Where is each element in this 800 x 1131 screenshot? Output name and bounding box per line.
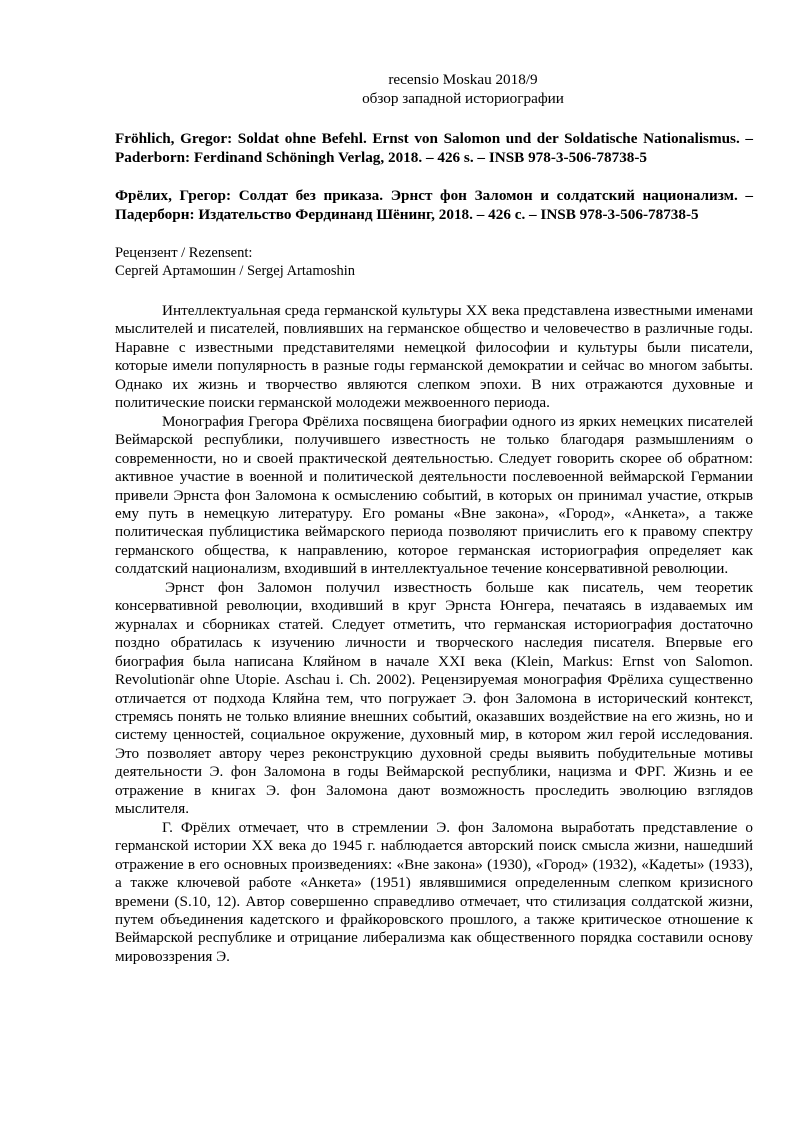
reviewer-name: Сергей Артамошин / Sergej Artamoshin xyxy=(115,263,356,279)
book-title-german: Fröhlich, Gregor: Soldat ohne Befehl. Ernst von Salomon und der Soldatische Nationalismus. – Paderborn: Ferdinand Schöningh Verlag, 2018. – 426 s. – INSB 978-3-506-78738-5 xyxy=(115,130,753,166)
document-page xyxy=(115,70,753,966)
reviewer-block xyxy=(115,244,753,280)
document-header xyxy=(115,70,753,108)
paragraph: Интеллектуальная среда германской культуры XX века представлена известными именами мыслителей и писателей, повлиявших на германское общество и человечество в различные годы. Наравне с известными представителями немецкой философии и культуры были писатели, которые имели популярность в разные годы германской демократии и сейчас во многом забыты. Однако их жизнь и творчество являются слепком эпохи. В них отражаются духовные и политические поиски германской молодежи межвоенного периода. xyxy=(115,302,753,412)
paragraph: Эрнст фон Заломон получил известность больше как писатель, чем теоретик консервативной революции, входивший в круг Эрнста Юнгера, печатаясь в издаваемых им журналах и сборниках статей. Следует отметить, что германская историография достаточно поздно обратилась к изучению личности и творческого наследия писателя. Впервые его биография была написана Кляйном в начале XXI века (Klein, Markus: Ernst von Salomon. Revolutionär ohne Utopie. Aschau i. Ch. 2002). Рецензируемая монография Фрёлиха существенно отличается от подхода Кляйна тем, что погружает Э. фон Заломона в исторический контекст, стремясь понять не только влияние внешних событий, оказавших воздействие на его жизнь, но и систему ценностей, социальное окружение, духовный мир, в котором жил герой исследования. Это позволяет автору через реконструкцию духовной среды выявить побудительные мотивы деятельности Э. фон Заломона в годы Веймарской республики, нацизма и ФРГ. Жизнь и ее отражение в книгах Э. фон Заломона дают возможность проследить эволюцию взглядов мыслителя. xyxy=(115,578,753,818)
review-body xyxy=(115,302,753,966)
book-title-russian: Фрёлих, Грегор: Солдат без приказа. Эрнст фон Заломон и солдатский национализм. – Падерборн: Издательство Фердинанд Шёнинг, 2018. – 426 с. – INSB 978-3-506-78738-5 xyxy=(115,187,753,223)
reviewer-label: Рецензент / Rezensent: xyxy=(115,245,253,261)
header-journal-line: recensio Moskau 2018/9 xyxy=(388,71,538,88)
paragraph: Монография Грегора Фрёлиха посвящена биографии одного из ярких немецких писателей Веймарской республики, получившего известность не только благодаря размышлениям о современности, но и своей практической деятельностью. Следует говорить скорее об обратном: активное участие в военной и политической деятельности послевоенной веймарской Германии привели Эрнста фон Заломона к осмыслению событий, в которых он принимал участие, открыв ему путь в немецкую литературу. Его романы «Вне закона», «Город», «Анкета», а также политическая публицистика веймарского периода позволяют причислить его к правому спектру германского общества, к направлению, которое германская историография определяет как солдатский национализм, входивший в интеллектуальное течение консервативной революции. xyxy=(115,412,753,578)
header-section-line: обзор западной историографии xyxy=(362,90,564,107)
paragraph: Г. Фрёлих отмечает, что в стремлении Э. фон Заломона выработать представление о германской истории XX века до 1945 г. наблюдается авторский поиск смысла жизни, нашедший отражение в его основных произведениях: «Вне закона» (1930), «Город» (1932), «Кадеты» (1933), а также ключевой работе «Анкета» (1951) являвшимися определенным слепком кризисного времени (S.10, 12). Автор совершенно справедливо отмечает, что стилизация солдатской жизни, путем объединения кадетского и фрайкоровского прошлого, а также критическое отношение к Веймарской республике и отрицание либерализма как общественного порядка составили основу мировоззрения Э. xyxy=(115,818,753,965)
